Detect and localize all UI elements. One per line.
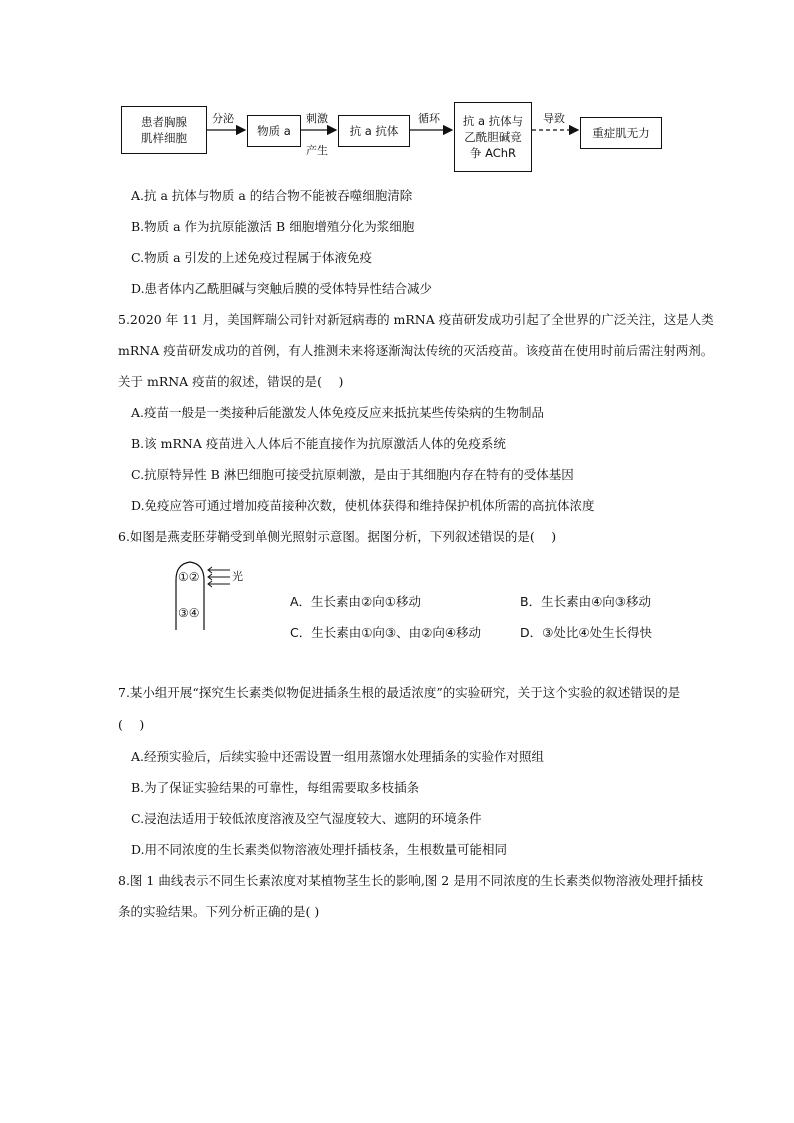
q7-option-b: B.为了保证实验结果的可靠性，每组需要取多枝插条 xyxy=(131,780,420,795)
q6-option-a: A．生长素由②向①移动 xyxy=(290,594,421,609)
q6-stem: 6.如图是燕麦胚芽鞘受到单侧光照射示意图。据图分析，下列叙述错误的是( ) xyxy=(118,529,557,544)
flow-box-text: 乙酰胆碱竞 xyxy=(464,130,522,144)
flow-label-cause: 导致 xyxy=(543,112,565,125)
figure-light-label: 光 xyxy=(232,570,243,583)
q4-option-d: D.患者体内乙酰胆碱与突触后膜的受体特异性结合减少 xyxy=(131,281,433,296)
flow-label-secrete: 分泌 xyxy=(212,112,234,125)
q5-stem-line3: 关于 mRNA 疫苗的叙述，错误的是( ) xyxy=(118,374,344,389)
q4-option-a: A.抗 a 抗体与物质 a 的结合物不能被吞噬细胞清除 xyxy=(131,188,413,203)
flow-box-text: 物质 a xyxy=(257,124,291,138)
q5-option-b: B.该 mRNA 疫苗进入人体后不能直接作为抗原激活人体的免疫系统 xyxy=(131,436,506,451)
q6-option-c: C．生长素由①向③、由②向④移动 xyxy=(290,625,482,640)
flow-box-text: 争 AChR xyxy=(469,146,517,160)
flow-arrows xyxy=(0,0,794,200)
q5-option-d: D.免疫应答可通过增加疫苗接种次数，使机体获得和维持保护机体所需的高抗体浓度 xyxy=(131,498,595,513)
flow-label-stimulate: 刺激 xyxy=(306,112,328,125)
q8-stem-line2: 条的实验结果。下列分析正确的是( ) xyxy=(118,904,320,919)
q7-option-d: D.用不同浓度的生长素类似物溶液处理扦插枝条，生根数量可能相同 xyxy=(131,842,508,857)
q5-stem-line1: 5.2020 年 11 月，美国辉瑞公司针对新冠病毒的 mRNA 疫苗研发成功引起了全世界的广泛关注，这是人类 xyxy=(118,312,714,327)
flow-box-text: 抗 a 抗体 xyxy=(349,124,399,138)
flow-box-text: 抗 a 抗体与 xyxy=(462,114,524,128)
flow-box-text: 患者胸腺 xyxy=(141,115,187,129)
figure-label-3-4: ③④ xyxy=(178,606,200,620)
q4-option-c: C.物质 a 引发的上述免疫过程属于体液免疫 xyxy=(131,250,372,265)
figure-label-1-2: ①② xyxy=(178,570,200,584)
q7-stem-line2: ( ) xyxy=(118,717,145,732)
flow-box-text: 肌样细胞 xyxy=(141,131,187,145)
flow-label-circulate: 循环 xyxy=(418,112,440,125)
q5-stem-line2: mRNA 疫苗研发成功的首例，有人推测未来将逐渐淘汰传统的灭活疫苗。该疫苗在使用时前后需注射两剂。 xyxy=(118,343,714,358)
q6-option-b: B．生长素由④向③移动 xyxy=(520,594,651,609)
q7-option-c: C.浸泡法适用于较低浓度溶液及空气湿度较大、遮阴的环境条件 xyxy=(131,811,482,826)
flow-label-produce: 产生 xyxy=(306,144,328,157)
q6-option-d: D．③处比④处生长得快 xyxy=(520,625,653,640)
flow-box-text: 重症肌无力 xyxy=(592,126,650,140)
q7-stem-line1: 7.某小组开展“探究生长素类似物促进插条生根的最适浓度”的实验研究，关于这个实验的叙述错误的是 xyxy=(118,685,681,700)
q5-option-a: A.疫苗一般是一类接种后能激发人体免疫反应来抵抗某些传染病的生物制品 xyxy=(131,405,545,420)
q7-option-a: A.经预实验后，后续实验中还需设置一组用蒸馏水处理插条的实验作对照组 xyxy=(131,749,545,764)
q8-stem-line1: 8.图 1 曲线表示不同生长素浓度对某植物茎生长的影响,图 2 是用不同浓度的生长素类似物溶液处理扦插枝 xyxy=(118,873,704,888)
q4-option-b: B.物质 a 作为抗原能激活 B 细胞增殖分化为浆细胞 xyxy=(131,219,415,234)
q5-option-c: C.抗原特异性 B 淋巴细胞可接受抗原刺激，是由于其细胞内存在特有的受体基因 xyxy=(131,467,574,482)
